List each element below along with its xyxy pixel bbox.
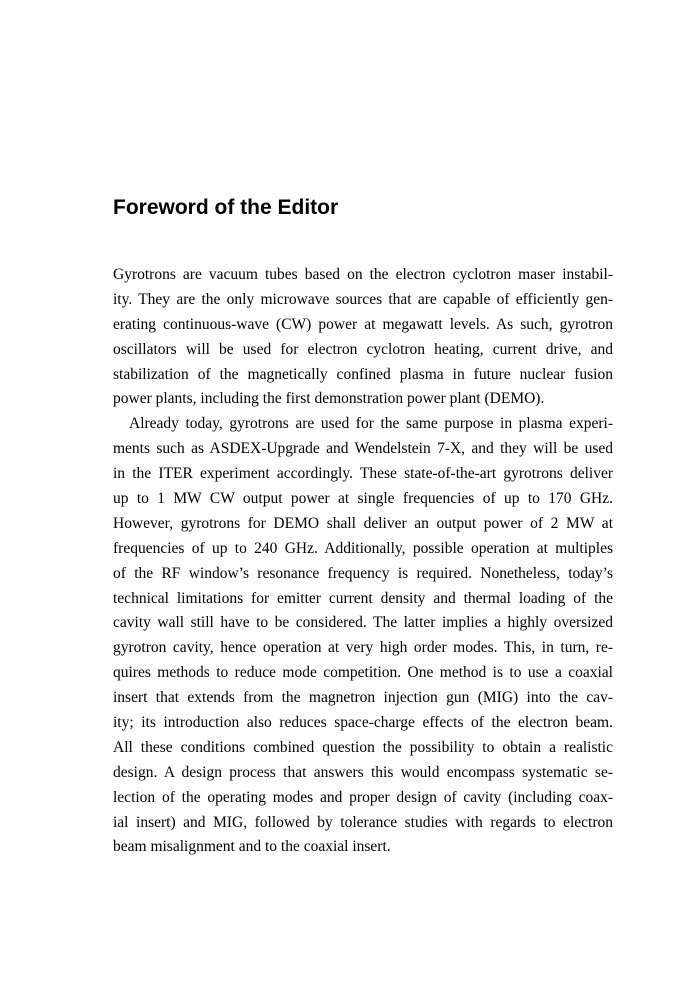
text-line: gyrotron cavity, hence operation at very high order modes. This, in turn, re- [113,639,613,657]
text-line: stabilization of the magnetically confined plasma in future nuclear fusion [113,365,613,383]
chapter-heading: Foreword of the Editor [113,196,339,219]
paragraph-2 [113,412,613,860]
text-line: ity. They are the only microwave sources that are capable of efficiently gen- [113,290,613,308]
text-line: design. A design process that answers this would encompass systematic se- [113,763,613,781]
text-line: of the RF window’s resonance frequency is required. Nonetheless, today’s [113,564,613,582]
text-line: erating continuous-wave (CW) power at megawatt levels. As such, gyrotron [113,315,613,333]
text-line: up to 1 MW CW output power at single frequencies of up to 170 GHz. [113,490,613,508]
text-line: insert that extends from the magnetron injection gun (MIG) into the cav- [113,689,613,707]
text-line: ial insert) and MIG, followed by tolerance studies with regards to electron [113,813,613,831]
text-line: quires methods to reduce mode competition. One method is to use a coaxial [113,664,613,682]
text-line: cavity wall still have to be considered. The latter implies a highly oversized [113,614,613,632]
paragraph-1 [113,263,613,412]
text-line: technical limitations for emitter current density and thermal loading of the [113,589,613,607]
text-line: lection of the operating modes and proper design of cavity (including coax- [113,788,613,806]
text-line: ity; its introduction also reduces space-charge effects of the electron beam. [113,714,613,732]
text-line: ments such as ASDEX-Upgrade and Wendelstein 7-X, and they will be used [113,440,613,458]
text-line: Gyrotrons are vacuum tubes based on the electron cyclotron maser instabil- [113,266,613,283]
text-line: However, gyrotrons for DEMO shall deliver an output power of 2 MW at [113,514,613,532]
text-line: All these conditions combined question the possibility to obtain a realistic [113,738,613,756]
foreword-body [113,263,613,860]
text-line: oscillators will be used for electron cyclotron heating, current drive, and [113,340,613,358]
text-line: frequencies of up to 240 GHz. Additionally, possible operation at multiples [113,539,613,557]
text-line: beam misalignment and to the coaxial insert. [113,838,391,856]
text-line: in the ITER experiment accordingly. These state-of-the-art gyrotrons deliver [113,465,613,483]
text-line: Already today, gyrotrons are used for the same purpose in plasma experi- [129,415,613,433]
text-line: power plants, including the first demonstration power plant (DEMO). [113,390,545,408]
